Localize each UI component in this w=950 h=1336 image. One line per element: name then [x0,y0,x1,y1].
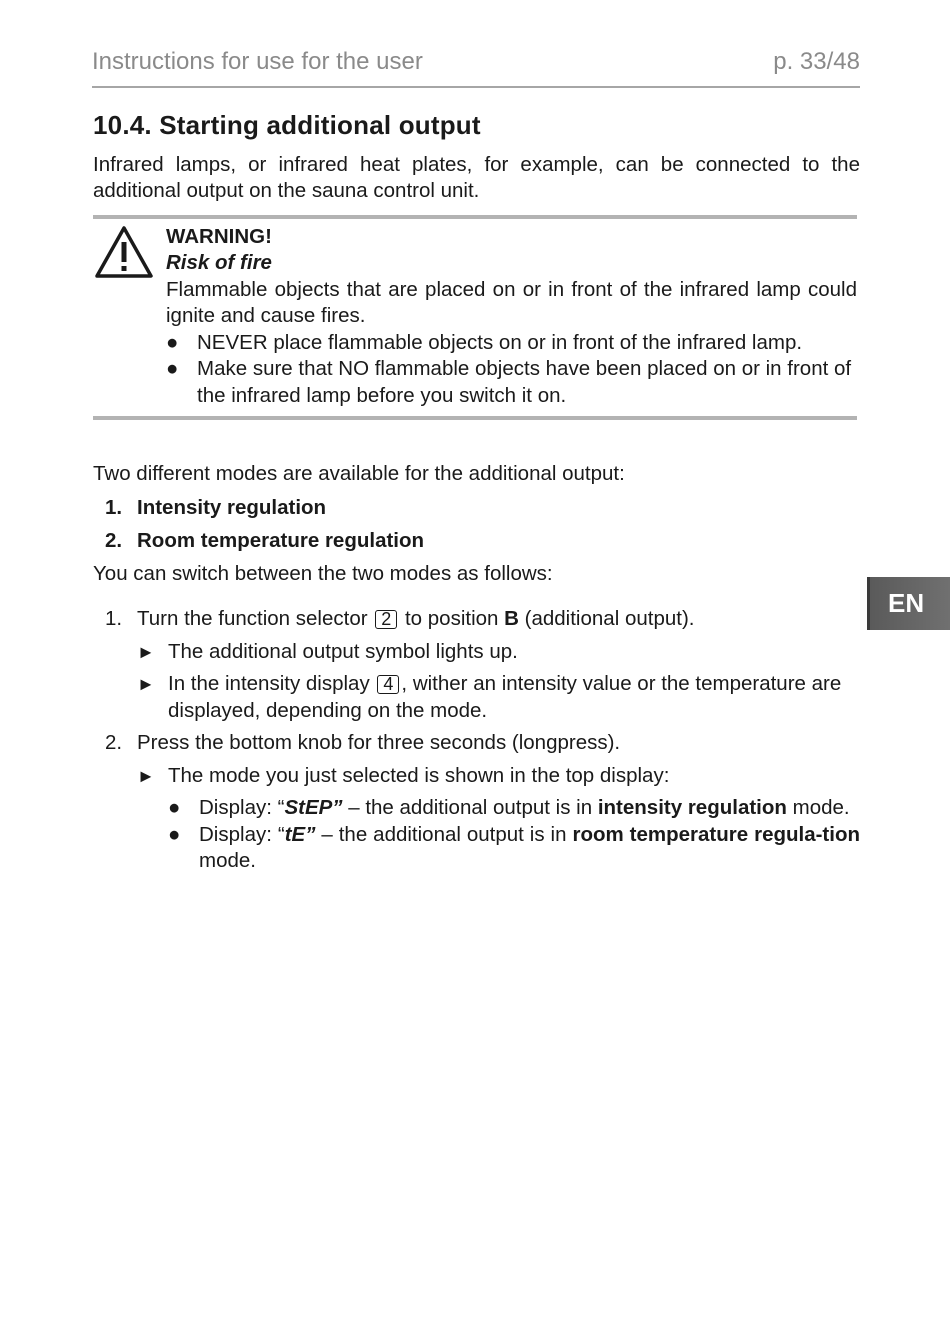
page-number: p. 33/48 [773,48,860,75]
bullet-icon: ● [168,822,181,846]
bullet-icon: ● [166,357,179,380]
bullet-icon: ● [168,796,181,819]
page-header [92,48,860,88]
result-item: ► The mode you just selected is shown in the top display: ● Display: “StEP” – the additional output is in intensity regulation mode. ● Display: “tE” – the additional output is in room temperature regula-tion mode. [137,763,860,875]
warning-bullet: ● NEVER place flammable objects on or in front of the infrared lamp. [166,330,857,357]
modes-list [93,495,860,555]
mode-item: 1. Intensity regulation [105,495,327,519]
arrow-icon: ► [137,641,155,662]
mode-label: Intensity regulation [137,495,327,519]
mode-name: room temperature regula-tion [572,822,861,846]
warning-text: Flammable objects that are placed on or in front of the infrared lamp could ignite and cause fires. [166,277,857,327]
modes-intro: Two different modes are available for the additional output: [93,462,625,485]
mode-item: 2. Room temperature regulation [105,529,425,552]
display-item: ● Display: “tE” – the additional output is in room temperature regula-tion mode. [168,822,861,872]
document-title: Instructions for use for the user [92,48,423,75]
mode-name: intensity regulation [597,796,787,819]
display-item: ● Display: “StEP” – the additional output is in intensity regulation mode. [168,795,860,822]
steps-list [93,606,860,875]
arrow-icon: ► [137,765,155,786]
warning-bullet: ● Make sure that NO flammable objects have been placed on or in front of the infrared lamp before you switch it on. [166,357,852,407]
warning-triangle-icon [94,225,154,279]
position-label: B [504,607,519,630]
arrow-icon: ► [137,674,155,694]
language-tab[interactable]: EN [867,577,950,630]
section-intro: Infrared lamps, or infrared heat plates, for example, can be connected to the additional output on the sauna control unit. [93,152,860,202]
result-item: ► The additional output symbol lights up. [137,639,860,666]
warning-box [93,215,857,421]
bullet-icon: ● [166,330,179,354]
section-heading: 10.4. Starting additional output [93,110,481,140]
main-content [93,112,860,881]
step-item: 2. Press the bottom knob for three seconds (longpress). ► The mode you just selected is shown in the top display: ● Display: “StEP” – the additional output is in intensity regulation mode. ● Display: “tE” – the additional output is in room temperature regula-tion mode. [93,730,860,875]
display-code: StEP” [284,796,343,819]
warning-subtitle: Risk of fire [166,251,272,274]
switch-intro: You can switch between the two modes as follows: [93,561,553,585]
callout-number: 4 [377,675,399,694]
result-item: ► In the intensity display 4 , wither an intensity value or the temperature are displayed, depending on the mode. [137,672,842,722]
display-code: tE” [284,822,316,846]
warning-title: WARNING! [166,224,272,248]
callout-number: 2 [375,610,397,629]
step-item: 1. Turn the function selector 2 to position B (additional output). ► The additional output symbol lights up. ► In the intensity display 4 , wither an intensity value or the temperature are displayed, depending on the mode. [93,606,860,724]
display-list [168,795,860,875]
warning-bullets [166,330,857,410]
mode-label: Room temperature regulation [137,529,425,552]
